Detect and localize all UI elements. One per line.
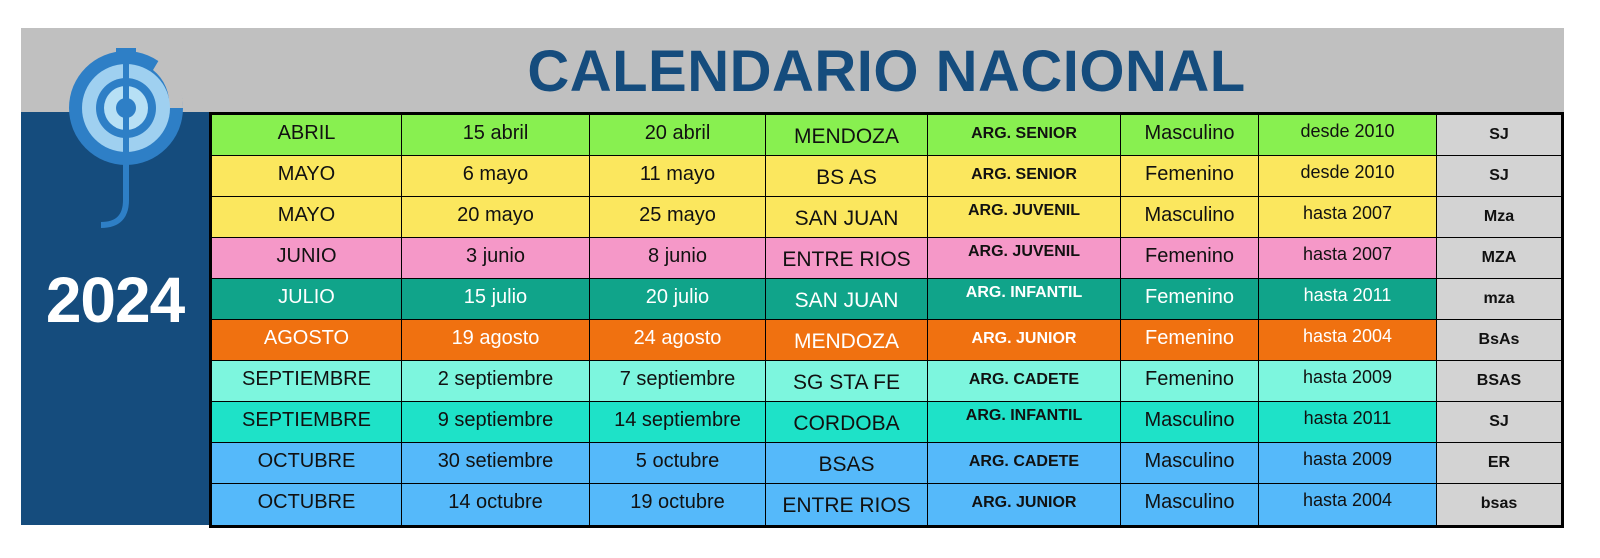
category-cell: ARG. JUNIOR <box>928 320 1121 360</box>
age-range-cell: hasta 2009 <box>1259 361 1437 401</box>
start-date-cell: 15 julio <box>402 279 590 319</box>
end-date-cell: 14 septiembre <box>590 402 766 442</box>
end-date-cell: 24 agosto <box>590 320 766 360</box>
location-cell: MENDOZA <box>766 320 928 360</box>
location-cell: SAN JUAN <box>766 197 928 237</box>
organizer-cell: SJ <box>1437 115 1561 155</box>
gender-cell: Femenino <box>1121 156 1259 196</box>
gender-cell: Masculino <box>1121 115 1259 155</box>
calendar-table <box>209 112 1564 528</box>
table-row <box>212 361 1561 402</box>
category-cell: ARG. JUVENIL <box>928 197 1121 237</box>
category-cell: ARG. JUNIOR <box>928 484 1121 525</box>
organizer-cell: SJ <box>1437 156 1561 196</box>
category-cell: ARG. CADETE <box>928 361 1121 401</box>
age-range-cell: hasta 2007 <box>1259 197 1437 237</box>
month-cell: SEPTIEMBRE <box>212 361 402 401</box>
circular-target-logo <box>61 40 211 260</box>
gender-cell: Masculino <box>1121 484 1259 525</box>
age-range-cell: desde 2010 <box>1259 156 1437 196</box>
location-cell: BS AS <box>766 156 928 196</box>
sidebar <box>21 28 209 525</box>
month-cell: JUNIO <box>212 238 402 278</box>
end-date-cell: 11 mayo <box>590 156 766 196</box>
start-date-cell: 30 setiembre <box>402 443 590 483</box>
organizer-cell: Mza <box>1437 197 1561 237</box>
age-range-cell: hasta 2004 <box>1259 484 1437 525</box>
table-row <box>212 115 1561 156</box>
start-date-cell: 2 septiembre <box>402 361 590 401</box>
organizer-cell: ER <box>1437 443 1561 483</box>
category-cell: ARG. SENIOR <box>928 156 1121 196</box>
end-date-cell: 25 mayo <box>590 197 766 237</box>
gender-cell: Femenino <box>1121 320 1259 360</box>
gender-cell: Femenino <box>1121 361 1259 401</box>
age-range-cell: hasta 2004 <box>1259 320 1437 360</box>
start-date-cell: 6 mayo <box>402 156 590 196</box>
gender-cell: Masculino <box>1121 443 1259 483</box>
start-date-cell: 20 mayo <box>402 197 590 237</box>
start-date-cell: 14 octubre <box>402 484 590 525</box>
age-range-cell: hasta 2009 <box>1259 443 1437 483</box>
location-cell: CORDOBA <box>766 402 928 442</box>
end-date-cell: 5 octubre <box>590 443 766 483</box>
table-row <box>212 443 1561 484</box>
category-cell: ARG. INFANTIL <box>928 402 1121 442</box>
table-row <box>212 238 1561 279</box>
organizer-cell: mza <box>1437 279 1561 319</box>
age-range-cell: hasta 2011 <box>1259 402 1437 442</box>
end-date-cell: 19 octubre <box>590 484 766 525</box>
organizer-cell: MZA <box>1437 238 1561 278</box>
start-date-cell: 3 junio <box>402 238 590 278</box>
page-title: CALENDARIO NACIONAL <box>527 39 1246 104</box>
end-date-cell: 8 junio <box>590 238 766 278</box>
age-range-cell: hasta 2011 <box>1259 279 1437 319</box>
year-label: 2024 <box>45 264 185 336</box>
table-row <box>212 320 1561 361</box>
age-range-cell: desde 2010 <box>1259 115 1437 155</box>
category-cell: ARG. CADETE <box>928 443 1121 483</box>
gender-cell: Femenino <box>1121 279 1259 319</box>
table-row <box>212 279 1561 320</box>
organizer-cell: BSAS <box>1437 361 1561 401</box>
month-cell: SEPTIEMBRE <box>212 402 402 442</box>
month-cell: AGOSTO <box>212 320 402 360</box>
organizer-cell: SJ <box>1437 402 1561 442</box>
location-cell: ENTRE RIOS <box>766 484 928 525</box>
table-row <box>212 402 1561 443</box>
age-range-cell: hasta 2007 <box>1259 238 1437 278</box>
table-row <box>212 156 1561 197</box>
month-cell: OCTUBRE <box>212 443 402 483</box>
category-cell: ARG. INFANTIL <box>928 279 1121 319</box>
month-cell: MAYO <box>212 197 402 237</box>
location-cell: SG STA FE <box>766 361 928 401</box>
organizer-cell: BsAs <box>1437 320 1561 360</box>
start-date-cell: 15 abril <box>402 115 590 155</box>
category-cell: ARG. SENIOR <box>928 115 1121 155</box>
month-cell: JULIO <box>212 279 402 319</box>
end-date-cell: 7 septiembre <box>590 361 766 401</box>
category-cell: ARG. JUVENIL <box>928 238 1121 278</box>
gender-cell: Femenino <box>1121 238 1259 278</box>
month-cell: ABRIL <box>212 115 402 155</box>
month-cell: MAYO <box>212 156 402 196</box>
gender-cell: Masculino <box>1121 402 1259 442</box>
location-cell: SAN JUAN <box>766 279 928 319</box>
start-date-cell: 9 septiembre <box>402 402 590 442</box>
month-cell: OCTUBRE <box>212 484 402 525</box>
location-cell: MENDOZA <box>766 115 928 155</box>
end-date-cell: 20 julio <box>590 279 766 319</box>
gender-cell: Masculino <box>1121 197 1259 237</box>
header <box>209 28 1564 112</box>
location-cell: BSAS <box>766 443 928 483</box>
organizer-cell: bsas <box>1437 484 1561 525</box>
table-row <box>212 484 1561 525</box>
table-row <box>212 197 1561 238</box>
location-cell: ENTRE RIOS <box>766 238 928 278</box>
start-date-cell: 19 agosto <box>402 320 590 360</box>
end-date-cell: 20 abril <box>590 115 766 155</box>
